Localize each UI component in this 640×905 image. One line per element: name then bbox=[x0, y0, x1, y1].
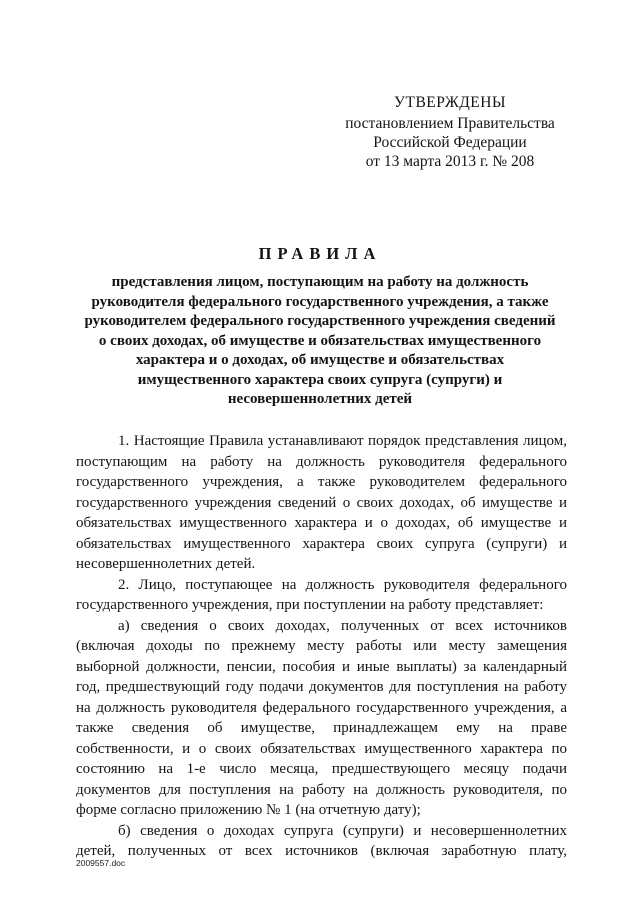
paragraph-1-line: несовершеннолетних детей. bbox=[76, 556, 256, 572]
item-a-line: документов для поступления на работу на должность руководителя, по bbox=[76, 781, 567, 798]
subtitle-line: имущественного характера своих супруга (супруги) и bbox=[137, 371, 503, 388]
item-a-line: на должность руководителя федерального государственного учреждения, а bbox=[76, 699, 567, 716]
subtitle-line: характера и о доходах, об имуществе и обязательствах bbox=[135, 352, 505, 368]
item-a-line: (включая доходы по прежнему месту работы или месту замещения bbox=[76, 638, 567, 654]
approval-title: УТВЕРЖДЕНЫ bbox=[394, 94, 506, 111]
document-subtitle bbox=[60, 273, 580, 410]
paragraph-1-line: поступающим на работу на должность руководителя федерального bbox=[76, 453, 567, 470]
item-a-line: собственности, и о своих обязательствах имущественного характера по bbox=[76, 740, 567, 757]
subtitle-line: руководителем федерального государственного учреждения сведений bbox=[84, 313, 556, 329]
approval-date: от 13 марта 2013 г. № 208 bbox=[365, 153, 535, 170]
approval-line: Российской Федерации bbox=[373, 134, 527, 151]
paragraph-1-line: государственного учреждения, а также руководителем федерального bbox=[76, 474, 567, 490]
paragraph-1-line: 1. Настоящие Правила устанавливают порядок представления лицом, bbox=[118, 433, 567, 449]
document-title: ПРАВИЛА bbox=[258, 244, 382, 263]
item-a-line: также сведения об имуществе, принадлежащем ему на праве bbox=[76, 720, 567, 736]
subtitle-line: руководителя федерального государственного учреждения, а также bbox=[91, 293, 549, 310]
approval-block bbox=[300, 93, 600, 171]
paragraph-1-line: государственного учреждения сведений о своих доходах, об имуществе и bbox=[76, 494, 567, 511]
subtitle-line: о своих доходах, об имуществе и обязательствах имущественного bbox=[98, 332, 542, 349]
item-b-line: б) сведения о доходах супруга (супруги) и несовершеннолетних bbox=[118, 822, 567, 839]
item-a-line: год, предшествующий году подачи документов для поступления на работу bbox=[76, 679, 567, 695]
paragraph-1-line: обязательствах имущественного характера и о доходах, об имуществе и bbox=[76, 515, 567, 531]
item-a-line: а) сведения о своих доходах, полученных от всех источников bbox=[118, 617, 567, 634]
paragraph-1-line: обязательствах имущественного характера своих супруга (супруги) и bbox=[76, 535, 567, 552]
item-b-line: детей, полученных от всех источников (включая заработную плату, bbox=[76, 843, 567, 859]
paragraph-2-line: государственного учреждения, при поступлении на работу представляет: bbox=[76, 597, 544, 613]
subtitle-line: представления лицом, поступающим на работу на должность bbox=[111, 274, 529, 290]
subtitle-line: несовершеннолетних детей bbox=[227, 391, 413, 407]
document-body bbox=[76, 431, 567, 862]
item-a-line: состоянию на 1-е число месяца, предшествующего месяцу подачи bbox=[76, 761, 567, 777]
approval-line: постановлением Правительства bbox=[345, 115, 555, 132]
item-a-line: форме согласно приложению № 1 (на отчетную дату); bbox=[76, 802, 421, 818]
file-name-footer: 2009557.doc bbox=[76, 858, 126, 868]
item-a-line: выборной должности, пенсии, пособия и иные выплаты) за календарный bbox=[76, 658, 567, 675]
paragraph-2-line: 2. Лицо, поступающее на должность руководителя федерального bbox=[118, 576, 567, 593]
